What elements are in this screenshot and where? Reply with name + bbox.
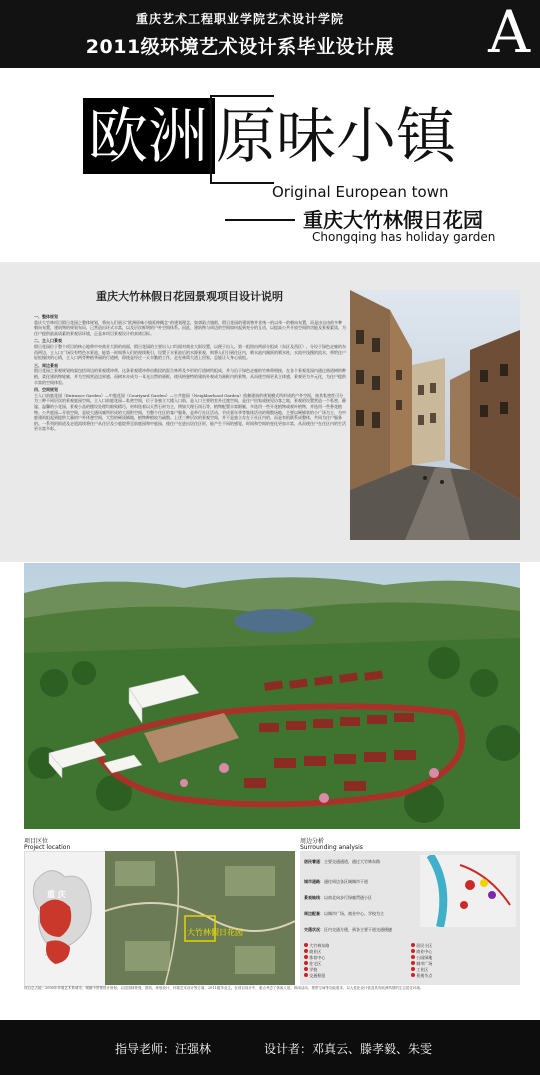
surround-map [420,855,516,927]
satellite-map [105,851,295,985]
designer-credit: 设计者：邓真云、滕孝毅、朱雯 [264,1042,433,1056]
footnote-text: 项目总占地：2000年环境艺术系城市、城镇中景观设计规划；以及园林景观、建筑、规划设计、环境艺术设计等方面、2011级毕业生。在项目设计中，重点考虑了休闲人居、休闲活动、观景空间等功能需求，以人性化设计营造具有欧洲风情的生态居住环境。 [24,986,424,990]
surround-item: 城市道路：通往周边各区域城市干道 [304,879,368,884]
header-bar [0,0,540,68]
section-heading: 二、主入口景观 [34,338,62,344]
map-label-chongqing: 重 庆 [47,890,66,899]
subtitle-english-2: Chongqing has holiday garden [312,230,496,244]
map-label-north-district: 北部新区 [45,950,70,957]
section-text: 假日花园之景观规划构架包括周边的景观缓冲带，这条景观缓冲带由数段的混合林带及多形的行道树所组成，并与沿于绿色走廊的竹林带相接，在各个景观花园内通过曲道树的种植，柔化建筑物轮廓，并为空间营造边界感，而树木亦成为一耳光自然的画框，使风格独特的建筑外观成为画框内的景物，从而使空间更具立体感，景观更为多元化，为住户提供丰富的空间体验。 [34,368,346,385]
legend-item: 商业中心 [411,949,518,954]
subtitle-chinese: 重庆大竹林假日花园 [303,208,483,232]
aerial-rendering [24,563,520,829]
surround-panel [300,851,520,985]
advisor-credit: 指导老师：汪强林 [115,1042,212,1056]
region-map [24,851,106,987]
surround-title: 周边分析 [300,838,325,845]
main-title-part1: 欧洲 [88,102,208,172]
location-title: 项目区位 [24,838,49,845]
legend-item: 学校 [304,967,411,972]
legend-item: 居民小区 [411,943,518,948]
subtitle-divider [225,219,295,221]
surround-item: 景观轴线：以南北向步行绿廊贯通小区 [304,895,372,900]
section-heading: 三、周边景观 [34,362,58,368]
legend-item: 大竹林东路 [304,943,411,948]
subtitle-english: Original European town [272,183,449,201]
legend-item: 体育中心 [304,955,411,960]
surround-item: 居民着道：主要交通通道，通过大竹林东路 [304,859,380,864]
surround-item: 周边配套：以城市广场、商业中心、学校为主 [304,911,384,916]
legend-item: 工业区 [411,967,518,972]
surround-item: 交通状况：区内交通方便，到各主要干道交通便捷 [304,927,392,932]
legend-item: 住宅区 [304,961,411,966]
legend-item: 公园绿地 [411,955,518,960]
surround-subtitle: Surrounding analysis [300,844,363,851]
section-heading: 一、整体规划 [34,314,58,319]
document-title: 重庆大竹林假日花园景观项目设计说明 [96,290,283,303]
section-text: 主入口前庭花园（Entrance Garden）—中庭花园（Courtyard Garden）—公共庭园（Neighborhood Garden）依赖建筑的规划模式所形成的户外空间，按其私密性可分为三种不同层次的景观庭园空间。主入口前庭花园—私密空间，位于各独立大楼入口前，是入口主要的室外过渡空间，是住户回家或接见访客之地，景观的设置营造一个私密、静谧、温馨的小花园，景观小品的摆设处理均细致精巧，材料选着以天然石材为主，例如大理石岗石等，植物配置丰富细腻，多选用一些开花植物或观叶植物，并选用一些香花植物。公共庭园—开放空间，是较大通风廊所形成的大面积空间，为整个住区的客户服务，是举行社区活动、节庆嘉年华等集体活动的聚散场地，主要以硬铺装的小广场为主，为中庭建筑组起到提供大量的户外休憩空间，大型的硬质铺地，植物种植较为疏散。上述三种层次的景观空间，并不是独立存在于社区内的，而是有机联系成整体，共同为住户服务的。一系列的街道及走道流线将住户从住层及小庭院带至前庭园和中庭园，使住户在进出居住区时，能产生不同的感觉，时间和空间的变化更加丰富，从而使住户在住区内的生活更丰富多彩。 [34,392,346,432]
section-text: 重庆大竹林项目假日花园之整体规划，将向人们展示“欧洲原味小镇延伸概念”的规划理念，如郊陷古镇般，假日花园的建筑物并非统一的以单一的朝向布置，而是由自由的多种朝向布置，建筑物的规划布局，已营造出环式丰富，以及层次鲜明的户外空间体系。因此，建筑物与周边的空间如何起到充分的互动，以提高公共开放空间的功能及景观素质，为住户提供最高质素的景观居环境，正是本项目景观设计的真谛目标。 [34,319,346,336]
document-body [34,312,346,544]
street-photo [350,290,520,540]
school-name: 重庆艺术工程职业学院艺术设计学院 [135,12,344,26]
legend-item: 城市广场 [411,961,518,966]
section-heading: 四、空间规划 [34,387,58,393]
legend-item: 商业区 [304,949,411,954]
location-subtitle: Project location [24,844,71,851]
legend-item: 景观节点 [411,973,518,978]
legend-item: 交通枢纽 [304,973,411,978]
section-text: 假日花园位于整个项目的核心地带中央商业大街的南面，假日花园的主要出入口均面对商业大街设置，以便于出入。第一组图由两部分组成（东区及西区），分设于绿色走廊的东西两边，主入口广场设有特色水景池，能第一时间将人们的视线吸引，设置于水景池后的水源景观，则将人们引到住区内，喷水池内踢跃的喷水柱，水流中浅搜的流水，带给住户轻松愉快的心情，主入口两旁种植华丽的行道树，即使是经过一天辛勤的工作，走在林荫大道上回家，总能让人身心放松。 [34,343,346,361]
surround-legend [304,943,518,978]
exhibition-title: 2011级环境艺术设计系毕业设计展 [85,36,395,58]
main-title-part2: 原味小镇 [216,102,456,172]
panel-letter: A [488,0,530,66]
site-label: 大竹林假日花园 [187,928,243,937]
